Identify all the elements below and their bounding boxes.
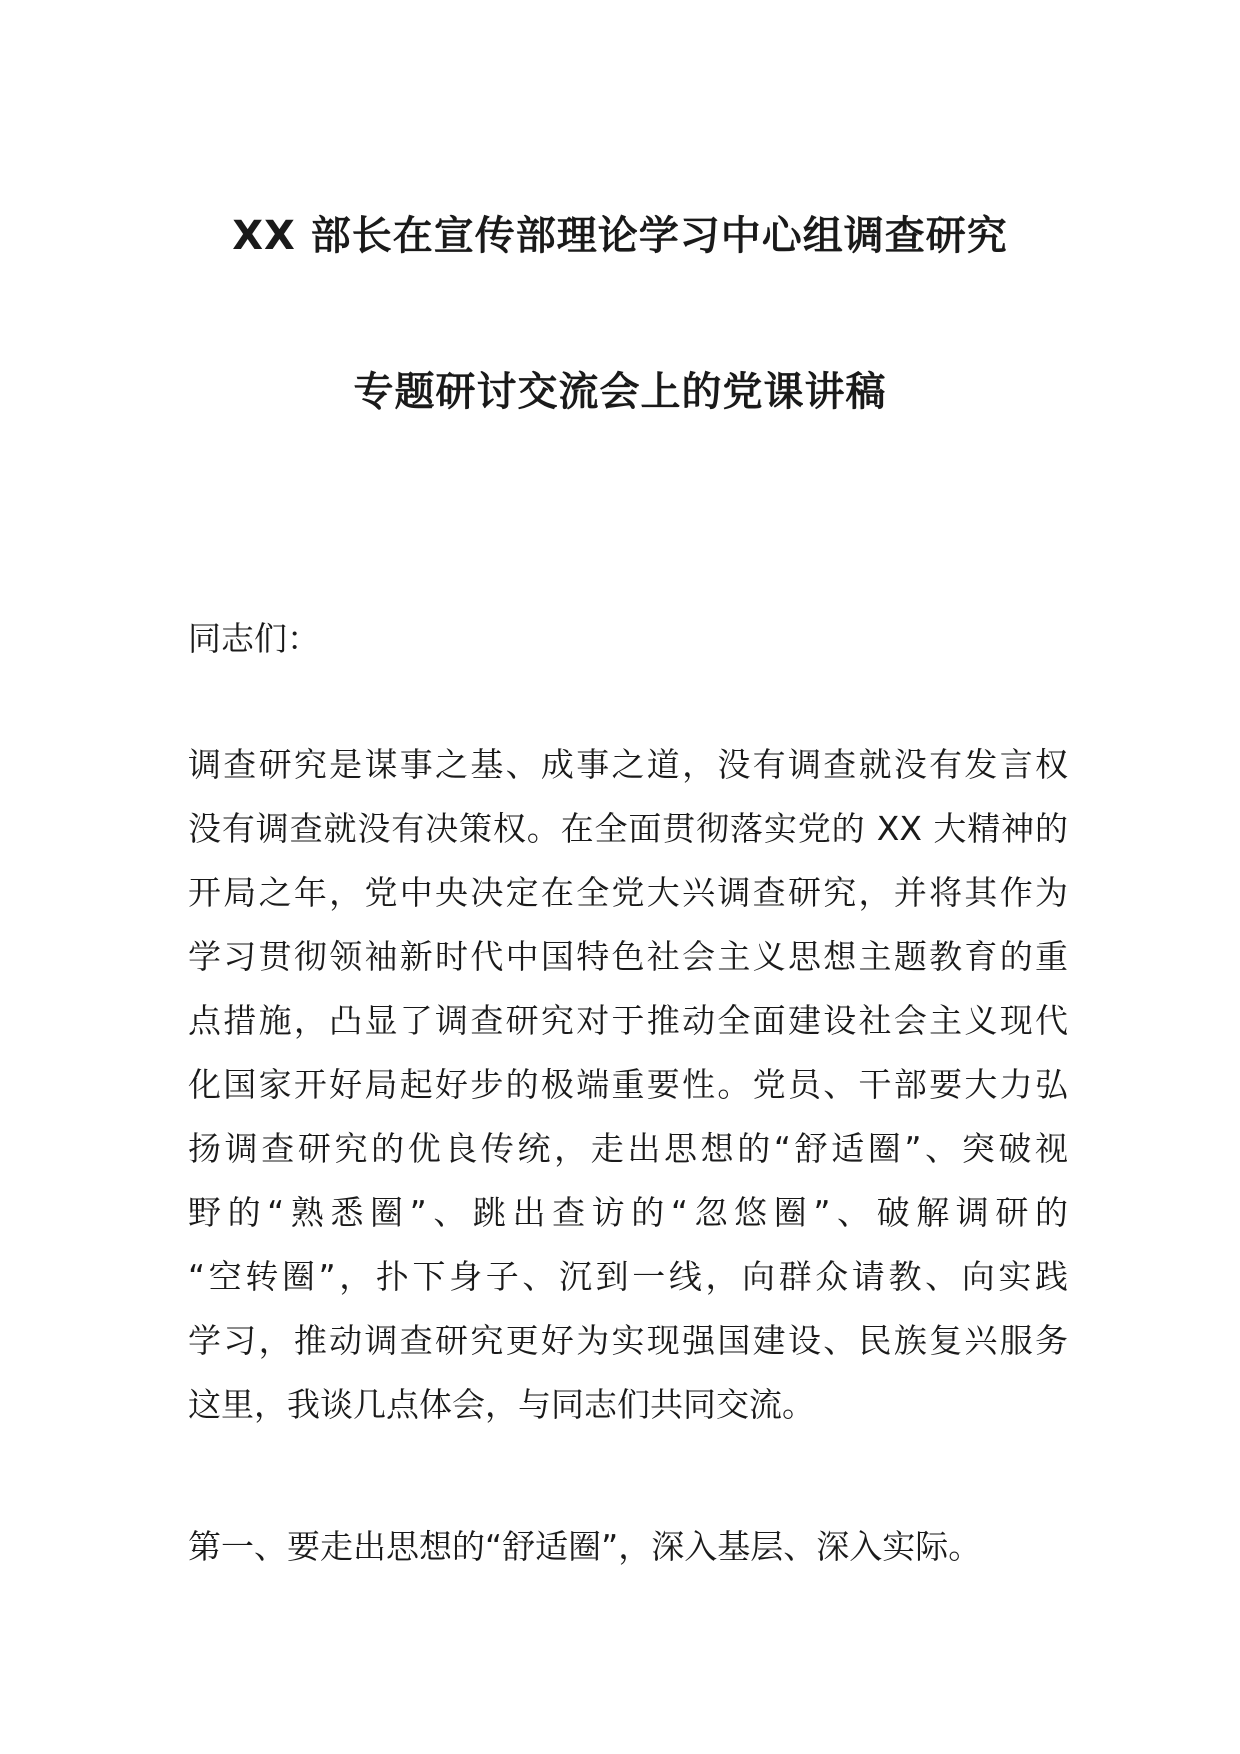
paragraph-line: 没有调查就没有决策权。在全面贯彻落实党的 XX 大精神的 — [188, 809, 1068, 848]
paragraph-line: 化国家开好局起好步的极端重要性。党员、干部要大力弘 — [188, 1065, 1068, 1104]
paragraph-line: 扬调查研究的优良传统，走出思想的“舒适圈”、突破视 — [188, 1129, 1068, 1168]
paragraph-line: 野的“熟悉圈”、跳出查访的“忽悠圈”、破解调研的 — [188, 1193, 1068, 1232]
paragraph-line: “空转圈”，扑下身子、沉到一线，向群众请教、向实践 — [188, 1257, 1068, 1296]
paragraph-line: 调查研究是谋事之基、成事之道，没有调查就没有发言权 — [188, 745, 1068, 784]
document-title-line-2: 专题研讨交流会上的党课讲稿 — [353, 369, 887, 415]
paragraph-line: 点措施，凸显了调查研究对于推动全面建设社会主义现代 — [188, 1001, 1068, 1040]
section-heading-1: 第一、要走出思想的“舒适圈”，深入基层、深入实际。 — [188, 1527, 982, 1566]
paragraph-line: 学习，推动调查研究更好为实现强国建设、民族复兴服务 — [188, 1321, 1068, 1360]
paragraph-line: 学习贯彻领袖新时代中国特色社会主义思想主题教育的重 — [188, 937, 1068, 976]
paragraph-line: 开局之年，党中央决定在全党大兴调查研究，并将其作为 — [188, 873, 1068, 912]
paragraph-line: 这里，我谈几点体会，与同志们共同交流。 — [188, 1385, 815, 1424]
salutation: 同志们： — [188, 619, 320, 658]
document-title-line-1: XX 部长在宣传部理论学习中心组调查研究 — [232, 213, 1008, 259]
